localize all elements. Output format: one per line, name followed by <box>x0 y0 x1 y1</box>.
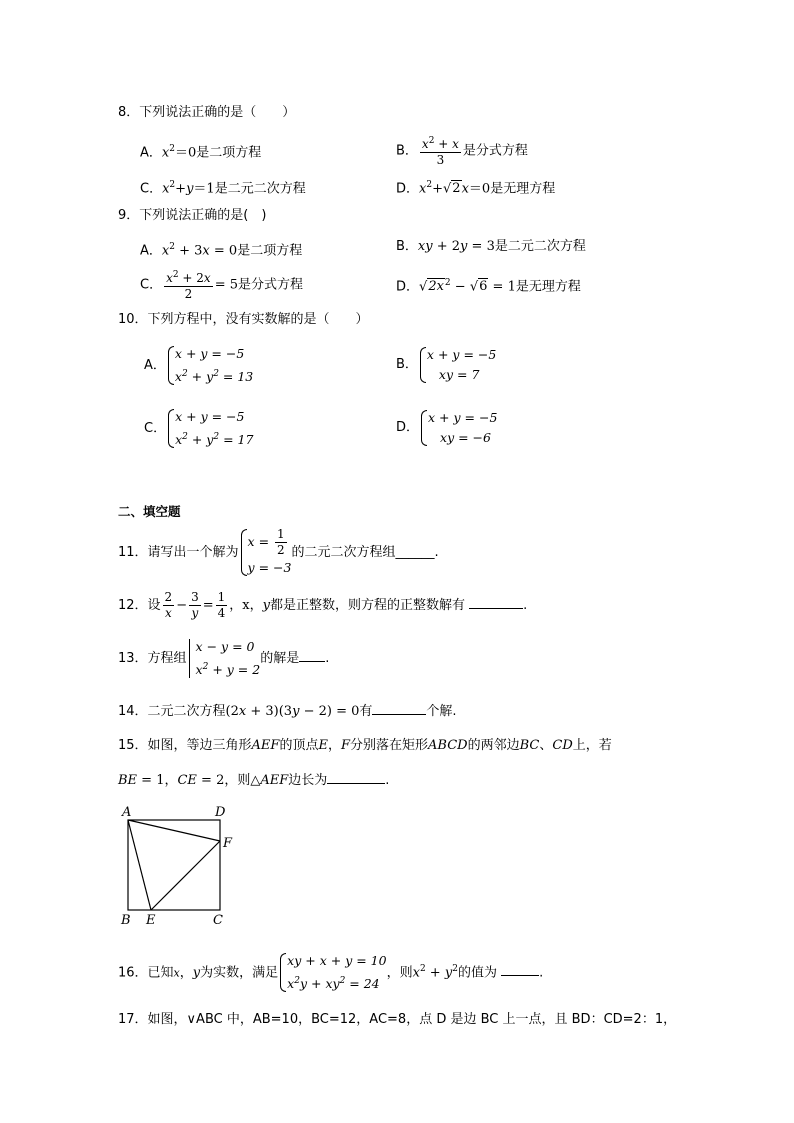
q9-option-b: B．xy + 2y = 3是二元二次方程 <box>396 239 586 254</box>
q15-l2b: 边长为 <box>288 773 328 788</box>
label-b: B <box>121 913 131 928</box>
q14-post: 个解. <box>426 704 457 719</box>
q15-end: . <box>385 773 390 788</box>
label-d: D <box>215 805 226 820</box>
q9-c-letter: C． <box>140 277 163 293</box>
q10-option-c: C． x + y = −5 $x^2 + y^2 = 17$ <box>144 407 253 450</box>
q9-d-text: 是无理方程 <box>515 279 581 295</box>
q8-c-letter: C． <box>140 181 163 197</box>
q16-pre: 16．已知 <box>118 965 174 981</box>
q16-end: . <box>539 965 544 981</box>
q16-post: ，则 <box>386 965 413 981</box>
q15-l1e: 上，若 <box>572 738 612 753</box>
q12-end: . <box>523 598 528 613</box>
label-e: E <box>146 913 156 928</box>
q9-option-a: A．$x^2 + 3x = 0$是二项方程 <box>140 242 303 259</box>
q14: 14．二元二次方程(2x + 3)(3y − 2) = 0有 个解. <box>118 704 457 719</box>
q9-option-d: D．$√2x^2 - √6 = 1$是无理方程 <box>396 278 581 295</box>
q9-stem: 9．下列说法正确的是( ) <box>118 208 267 223</box>
q8-option-a: A．$x^2=0$是二项方程 <box>140 144 262 161</box>
rectangle-abcd <box>128 820 220 910</box>
q13-end: . <box>325 651 330 666</box>
q15-line2: BE = 1，CE = 2，则△AEF边长为 . <box>118 773 390 788</box>
section-title: 二、填空题 <box>118 504 181 519</box>
q10-c-letter: C． <box>144 421 167 437</box>
q8-a-text: 是二项方程 <box>196 145 262 161</box>
q8-option-d: D．$x^2+√2x=0$是无理方程 <box>396 180 556 197</box>
q8-option-c: C．$x^2+y=1$是二元二次方程 <box>140 180 306 197</box>
segment-ef <box>151 841 220 910</box>
q10-option-a: A． x + y = −5 $x^2 + y^2 = 13$ <box>144 344 253 387</box>
label-c: C <box>213 913 223 928</box>
q10-b-letter: B． <box>396 357 418 372</box>
q12-pre: 12．设 <box>118 598 161 613</box>
q17: 17．如图，∨ABC 中，AB=10，BC=12，AC=8，点 D 是边 BC 上一点，且 BD：CD=2：1， <box>118 1012 677 1027</box>
q8-b-letter: B． <box>396 143 418 159</box>
q11: 11．请写出一个解为 x = $\frac{1}{2}$ y = −3 的二元二次方程组______. <box>118 526 439 580</box>
q10-a-letter: A． <box>144 358 166 374</box>
q12-mid: 都是正整数，则方程的正整数解有 <box>270 598 466 613</box>
q8-d-letter: D． <box>396 181 420 197</box>
q13: 13．方程组 x − y = 0 $x^2 + y = 2$ 的解是 . <box>118 636 329 682</box>
label-a: A <box>122 805 132 820</box>
q8-a-letter: A． <box>140 145 162 161</box>
q15-figure <box>118 802 248 930</box>
q15-l1b: 的顶点 <box>279 738 319 753</box>
segment-af <box>128 820 220 841</box>
q16: 16．已知x，y为实数，满足 xy + x + y = 10 $x^2y + xy^2 = 24$ ，则$x^2 + y^2$的值为 . <box>118 946 543 996</box>
q15-l1d: 的两邻边 <box>467 738 520 753</box>
q9-b-text: 是二元二次方程 <box>494 239 586 254</box>
q9-option-c: C． $\frac{x^2 + 2x}{2}$ = 5是分式方程 <box>140 270 304 301</box>
q8-stem: 8．下列说法正确的是（ ） <box>118 105 296 120</box>
q8-c-text: 是二元二次方程 <box>214 181 306 197</box>
q14-pre: 14．二元二次方程 <box>118 704 226 719</box>
q8-b-text: 是分式方程 <box>462 143 528 159</box>
q11-post: 的二元二次方程组______. <box>291 545 439 560</box>
q13-post: 的解是 <box>260 651 300 666</box>
q15-l1a: 15．如图，等边三角形 <box>118 738 252 753</box>
q15-line1: 15．如图，等边三角形AEF的顶点E，F分别落在矩形ABCD的两邻边BC、CD上，若 <box>118 738 612 753</box>
q15-l1c: 分别落在矩形 <box>350 738 429 753</box>
q12: 12．设 $\frac{2}{x}$ − $\frac{3}{y}$ = $\frac{1}{4}$ ，x，y都是正整数，则方程的正整数解有 . <box>118 590 528 620</box>
q9-a-letter: A． <box>140 243 162 259</box>
segment-ae <box>128 820 151 910</box>
q9-c-text: 是分式方程 <box>238 277 304 293</box>
label-f: F <box>223 836 233 851</box>
q15-l2a: ，则△ <box>224 773 261 788</box>
q10-d-letter: D． <box>396 420 420 435</box>
q16-post2: 的值为 <box>457 965 497 981</box>
q10-option-b: B． x + y = −5 xy = 7 <box>396 344 496 386</box>
q14-mid: 有 <box>359 704 373 719</box>
q9-b-letter: B． <box>396 239 418 254</box>
q9-d-letter: D． <box>396 279 420 295</box>
q11-pre: 11．请写出一个解为 <box>118 545 239 560</box>
q10-stem: 10．下列方程中，没有实数解的是（ ） <box>118 312 369 327</box>
q9-a-text: 是二项方程 <box>237 243 303 259</box>
q16-mid: 为实数，满足 <box>200 965 279 981</box>
q8-d-text: 是无理方程 <box>490 181 556 197</box>
q13-pre: 13．方程组 <box>118 651 187 666</box>
q10-option-d: D． x + y = −5 xy = −6 <box>396 407 497 449</box>
q8-option-b: B． $\frac{x^2 + x}{3}$ 是分式方程 <box>396 136 528 167</box>
